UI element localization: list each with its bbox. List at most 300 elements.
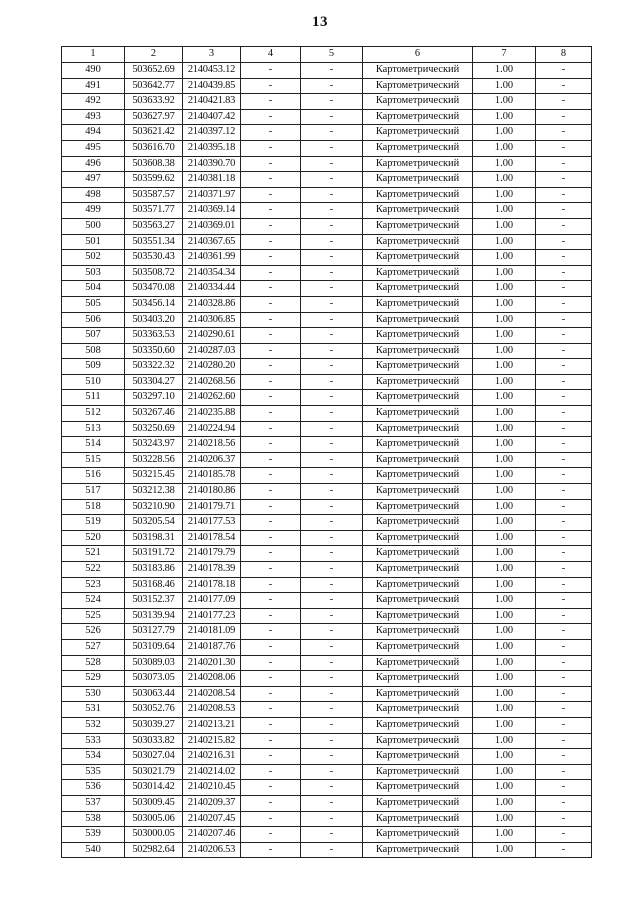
header-cell-2: 2 (125, 47, 183, 63)
cell-col-4: - (241, 811, 301, 827)
cell-accuracy: 1.00 (473, 655, 536, 671)
cell-accuracy: 1.00 (473, 811, 536, 827)
table-row (62, 749, 592, 765)
cell-col-4: - (241, 655, 301, 671)
cell-x-coordinate: 503027.04 (125, 749, 183, 765)
cell-col-5: - (301, 686, 363, 702)
cell-accuracy: 1.00 (473, 203, 536, 219)
cell-y-coordinate: 2140214.02 (183, 764, 241, 780)
cell-y-coordinate: 2140180.86 (183, 484, 241, 500)
cell-accuracy: 1.00 (473, 546, 536, 562)
cell-point-number: 517 (62, 484, 125, 500)
cell-y-coordinate: 2140181.09 (183, 624, 241, 640)
cell-col-4: - (241, 296, 301, 312)
cell-point-number: 528 (62, 655, 125, 671)
cell-col-4: - (241, 733, 301, 749)
cell-col-5: - (301, 78, 363, 94)
cell-method: Картометрический (363, 639, 473, 655)
cell-point-number: 540 (62, 842, 125, 858)
cell-y-coordinate: 2140334.44 (183, 281, 241, 297)
cell-y-coordinate: 2140209.37 (183, 795, 241, 811)
cell-col-8: - (536, 702, 592, 718)
cell-accuracy: 1.00 (473, 343, 536, 359)
cell-x-coordinate: 503215.45 (125, 468, 183, 484)
cell-point-number: 490 (62, 63, 125, 79)
table-row (62, 359, 592, 375)
cell-accuracy: 1.00 (473, 671, 536, 687)
cell-accuracy: 1.00 (473, 530, 536, 546)
cell-col-5: - (301, 172, 363, 188)
cell-col-8: - (536, 764, 592, 780)
cell-point-number: 492 (62, 94, 125, 110)
cell-x-coordinate: 503563.27 (125, 218, 183, 234)
table-row (62, 655, 592, 671)
cell-x-coordinate: 503109.64 (125, 639, 183, 655)
cell-x-coordinate: 503633.92 (125, 94, 183, 110)
cell-point-number: 519 (62, 515, 125, 531)
cell-y-coordinate: 2140185.78 (183, 468, 241, 484)
cell-point-number: 526 (62, 624, 125, 640)
cell-accuracy: 1.00 (473, 842, 536, 858)
cell-y-coordinate: 2140216.31 (183, 749, 241, 765)
cell-accuracy: 1.00 (473, 780, 536, 796)
cell-accuracy: 1.00 (473, 78, 536, 94)
cell-method: Картометрический (363, 94, 473, 110)
cell-accuracy: 1.00 (473, 234, 536, 250)
cell-col-5: - (301, 608, 363, 624)
cell-col-5: - (301, 234, 363, 250)
cell-col-4: - (241, 140, 301, 156)
cell-col-4: - (241, 562, 301, 578)
cell-accuracy: 1.00 (473, 265, 536, 281)
cell-x-coordinate: 503470.08 (125, 281, 183, 297)
cell-col-5: - (301, 624, 363, 640)
cell-accuracy: 1.00 (473, 250, 536, 266)
cell-method: Картометрический (363, 359, 473, 375)
cell-point-number: 512 (62, 406, 125, 422)
cell-y-coordinate: 2140207.45 (183, 811, 241, 827)
cell-col-8: - (536, 484, 592, 500)
cell-col-4: - (241, 390, 301, 406)
cell-col-5: - (301, 733, 363, 749)
cell-x-coordinate: 503621.42 (125, 125, 183, 141)
cell-col-8: - (536, 686, 592, 702)
cell-y-coordinate: 2140201.30 (183, 655, 241, 671)
cell-col-5: - (301, 94, 363, 110)
cell-point-number: 537 (62, 795, 125, 811)
cell-point-number: 518 (62, 499, 125, 515)
cell-col-8: - (536, 312, 592, 328)
cell-point-number: 539 (62, 827, 125, 843)
cell-col-8: - (536, 359, 592, 375)
cell-x-coordinate: 502982.64 (125, 842, 183, 858)
cell-col-8: - (536, 156, 592, 172)
cell-accuracy: 1.00 (473, 281, 536, 297)
cell-method: Картометрический (363, 156, 473, 172)
cell-method: Картометрический (363, 343, 473, 359)
table-row (62, 577, 592, 593)
cell-col-5: - (301, 265, 363, 281)
cell-accuracy: 1.00 (473, 608, 536, 624)
cell-accuracy: 1.00 (473, 733, 536, 749)
cell-col-5: - (301, 406, 363, 422)
cell-x-coordinate: 503403.20 (125, 312, 183, 328)
table-row (62, 94, 592, 110)
cell-point-number: 502 (62, 250, 125, 266)
cell-col-4: - (241, 499, 301, 515)
cell-x-coordinate: 503608.38 (125, 156, 183, 172)
cell-col-8: - (536, 94, 592, 110)
cell-method: Картометрический (363, 702, 473, 718)
cell-x-coordinate: 503599.62 (125, 172, 183, 188)
cell-y-coordinate: 2140178.39 (183, 562, 241, 578)
cell-col-5: - (301, 468, 363, 484)
cell-point-number: 536 (62, 780, 125, 796)
cell-col-8: - (536, 842, 592, 858)
cell-col-4: - (241, 764, 301, 780)
cell-col-8: - (536, 125, 592, 141)
cell-accuracy: 1.00 (473, 172, 536, 188)
cell-col-5: - (301, 328, 363, 344)
cell-col-8: - (536, 63, 592, 79)
cell-accuracy: 1.00 (473, 717, 536, 733)
cell-y-coordinate: 2140178.54 (183, 530, 241, 546)
cell-col-4: - (241, 546, 301, 562)
cell-method: Картометрический (363, 686, 473, 702)
cell-y-coordinate: 2140218.56 (183, 437, 241, 453)
cell-x-coordinate: 503210.90 (125, 499, 183, 515)
cell-method: Картометрический (363, 125, 473, 141)
cell-x-coordinate: 503616.70 (125, 140, 183, 156)
cell-col-8: - (536, 749, 592, 765)
table-row (62, 546, 592, 562)
cell-col-8: - (536, 811, 592, 827)
cell-accuracy: 1.00 (473, 421, 536, 437)
cell-x-coordinate: 503508.72 (125, 265, 183, 281)
cell-col-4: - (241, 234, 301, 250)
cell-col-5: - (301, 702, 363, 718)
table-row (62, 624, 592, 640)
cell-col-4: - (241, 795, 301, 811)
header-row (62, 47, 592, 63)
cell-method: Картометрический (363, 140, 473, 156)
cell-col-5: - (301, 546, 363, 562)
cell-col-8: - (536, 374, 592, 390)
cell-col-8: - (536, 733, 592, 749)
cell-y-coordinate: 2140369.01 (183, 218, 241, 234)
cell-x-coordinate: 503587.57 (125, 187, 183, 203)
cell-point-number: 530 (62, 686, 125, 702)
cell-x-coordinate: 503350.60 (125, 343, 183, 359)
cell-col-4: - (241, 749, 301, 765)
cell-x-coordinate: 503571.77 (125, 203, 183, 219)
cell-accuracy: 1.00 (473, 140, 536, 156)
cell-y-coordinate: 2140177.09 (183, 593, 241, 609)
cell-col-5: - (301, 140, 363, 156)
cell-x-coordinate: 503642.77 (125, 78, 183, 94)
cell-accuracy: 1.00 (473, 577, 536, 593)
table-row (62, 187, 592, 203)
cell-x-coordinate: 503052.76 (125, 702, 183, 718)
cell-col-8: - (536, 406, 592, 422)
cell-y-coordinate: 2140268.56 (183, 374, 241, 390)
cell-accuracy: 1.00 (473, 593, 536, 609)
cell-method: Картометрический (363, 562, 473, 578)
table-row (62, 265, 592, 281)
cell-y-coordinate: 2140208.06 (183, 671, 241, 687)
table-row (62, 733, 592, 749)
cell-col-5: - (301, 390, 363, 406)
cell-point-number: 511 (62, 390, 125, 406)
cell-x-coordinate: 503243.97 (125, 437, 183, 453)
cell-accuracy: 1.00 (473, 156, 536, 172)
cell-col-5: - (301, 577, 363, 593)
cell-point-number: 505 (62, 296, 125, 312)
cell-col-8: - (536, 671, 592, 687)
cell-method: Картометрический (363, 203, 473, 219)
cell-point-number: 507 (62, 328, 125, 344)
cell-y-coordinate: 2140187.76 (183, 639, 241, 655)
cell-y-coordinate: 2140369.14 (183, 203, 241, 219)
cell-method: Картометрический (363, 265, 473, 281)
cell-method: Картометрический (363, 671, 473, 687)
table-row (62, 780, 592, 796)
cell-col-5: - (301, 811, 363, 827)
cell-col-5: - (301, 484, 363, 500)
cell-col-5: - (301, 156, 363, 172)
cell-col-8: - (536, 328, 592, 344)
cell-point-number: 497 (62, 172, 125, 188)
coordinates-table (61, 46, 592, 858)
table-row (62, 374, 592, 390)
cell-x-coordinate: 503014.42 (125, 780, 183, 796)
table-row (62, 515, 592, 531)
cell-y-coordinate: 2140207.46 (183, 827, 241, 843)
cell-col-4: - (241, 374, 301, 390)
cell-col-5: - (301, 749, 363, 765)
cell-point-number: 524 (62, 593, 125, 609)
table-row (62, 484, 592, 500)
cell-col-4: - (241, 717, 301, 733)
table-row (62, 156, 592, 172)
cell-method: Картометрический (363, 655, 473, 671)
table-row (62, 639, 592, 655)
cell-y-coordinate: 2140395.18 (183, 140, 241, 156)
table-row (62, 296, 592, 312)
table-row (62, 250, 592, 266)
cell-col-4: - (241, 281, 301, 297)
table-row (62, 795, 592, 811)
table-row (62, 312, 592, 328)
cell-y-coordinate: 2140280.20 (183, 359, 241, 375)
cell-y-coordinate: 2140361.99 (183, 250, 241, 266)
table-row (62, 172, 592, 188)
table-row (62, 530, 592, 546)
cell-point-number: 521 (62, 546, 125, 562)
cell-accuracy: 1.00 (473, 795, 536, 811)
table-row (62, 328, 592, 344)
cell-col-8: - (536, 608, 592, 624)
cell-col-8: - (536, 530, 592, 546)
table-row (62, 234, 592, 250)
cell-col-8: - (536, 624, 592, 640)
cell-point-number: 513 (62, 421, 125, 437)
cell-x-coordinate: 503009.45 (125, 795, 183, 811)
cell-col-5: - (301, 125, 363, 141)
cell-method: Картометрический (363, 484, 473, 500)
cell-point-number: 535 (62, 764, 125, 780)
cell-col-5: - (301, 421, 363, 437)
cell-point-number: 531 (62, 702, 125, 718)
cell-col-4: - (241, 484, 301, 500)
cell-col-4: - (241, 639, 301, 655)
cell-col-5: - (301, 593, 363, 609)
cell-x-coordinate: 503627.97 (125, 109, 183, 125)
cell-col-5: - (301, 639, 363, 655)
cell-y-coordinate: 2140177.53 (183, 515, 241, 531)
header-cell-8: 8 (536, 47, 592, 63)
cell-x-coordinate: 503267.46 (125, 406, 183, 422)
table-row (62, 671, 592, 687)
cell-point-number: 496 (62, 156, 125, 172)
cell-accuracy: 1.00 (473, 515, 536, 531)
table-row (62, 281, 592, 297)
cell-method: Картометрический (363, 842, 473, 858)
cell-accuracy: 1.00 (473, 764, 536, 780)
cell-y-coordinate: 2140215.82 (183, 733, 241, 749)
cell-point-number: 515 (62, 452, 125, 468)
cell-col-4: - (241, 530, 301, 546)
cell-accuracy: 1.00 (473, 437, 536, 453)
cell-x-coordinate: 503127.79 (125, 624, 183, 640)
cell-y-coordinate: 2140397.12 (183, 125, 241, 141)
header-cell-4: 4 (241, 47, 301, 63)
cell-col-8: - (536, 639, 592, 655)
cell-point-number: 501 (62, 234, 125, 250)
table-row (62, 608, 592, 624)
cell-accuracy: 1.00 (473, 187, 536, 203)
cell-col-4: - (241, 827, 301, 843)
cell-col-8: - (536, 281, 592, 297)
cell-method: Картометрический (363, 218, 473, 234)
cell-point-number: 506 (62, 312, 125, 328)
cell-accuracy: 1.00 (473, 827, 536, 843)
cell-col-4: - (241, 593, 301, 609)
cell-y-coordinate: 2140177.23 (183, 608, 241, 624)
cell-col-8: - (536, 265, 592, 281)
cell-accuracy: 1.00 (473, 94, 536, 110)
cell-col-5: - (301, 203, 363, 219)
cell-accuracy: 1.00 (473, 406, 536, 422)
table-row (62, 63, 592, 79)
cell-x-coordinate: 503304.27 (125, 374, 183, 390)
cell-col-4: - (241, 452, 301, 468)
cell-y-coordinate: 2140381.18 (183, 172, 241, 188)
cell-x-coordinate: 503183.86 (125, 562, 183, 578)
cell-y-coordinate: 2140210.45 (183, 780, 241, 796)
cell-col-8: - (536, 452, 592, 468)
cell-col-4: - (241, 343, 301, 359)
cell-y-coordinate: 2140213.21 (183, 717, 241, 733)
cell-method: Картометрический (363, 281, 473, 297)
cell-point-number: 529 (62, 671, 125, 687)
cell-method: Картометрический (363, 312, 473, 328)
cell-col-4: - (241, 468, 301, 484)
cell-col-8: - (536, 250, 592, 266)
cell-method: Картометрический (363, 390, 473, 406)
table-row (62, 125, 592, 141)
cell-method: Картометрический (363, 546, 473, 562)
table-row (62, 203, 592, 219)
cell-method: Картометрический (363, 515, 473, 531)
cell-col-4: - (241, 406, 301, 422)
cell-method: Картометрический (363, 374, 473, 390)
cell-col-4: - (241, 686, 301, 702)
cell-col-5: - (301, 374, 363, 390)
table-row (62, 343, 592, 359)
cell-x-coordinate: 503000.05 (125, 827, 183, 843)
cell-col-8: - (536, 78, 592, 94)
cell-method: Картометрический (363, 172, 473, 188)
cell-col-8: - (536, 717, 592, 733)
table-row (62, 78, 592, 94)
cell-accuracy: 1.00 (473, 562, 536, 578)
cell-method: Картометрический (363, 780, 473, 796)
cell-method: Картометрический (363, 109, 473, 125)
cell-point-number: 525 (62, 608, 125, 624)
cell-col-8: - (536, 593, 592, 609)
cell-col-4: - (241, 63, 301, 79)
cell-y-coordinate: 2140179.71 (183, 499, 241, 515)
cell-point-number: 503 (62, 265, 125, 281)
cell-col-5: - (301, 515, 363, 531)
cell-x-coordinate: 503005.06 (125, 811, 183, 827)
cell-point-number: 522 (62, 562, 125, 578)
cell-method: Картометрический (363, 452, 473, 468)
cell-y-coordinate: 2140407.42 (183, 109, 241, 125)
cell-col-5: - (301, 109, 363, 125)
cell-col-4: - (241, 218, 301, 234)
cell-y-coordinate: 2140367.65 (183, 234, 241, 250)
cell-method: Картометрический (363, 749, 473, 765)
cell-col-5: - (301, 671, 363, 687)
cell-col-4: - (241, 265, 301, 281)
cell-point-number: 514 (62, 437, 125, 453)
cell-col-5: - (301, 717, 363, 733)
cell-col-5: - (301, 296, 363, 312)
table-row (62, 499, 592, 515)
cell-method: Картометрический (363, 499, 473, 515)
cell-point-number: 500 (62, 218, 125, 234)
cell-y-coordinate: 2140354.34 (183, 265, 241, 281)
cell-col-4: - (241, 172, 301, 188)
cell-col-5: - (301, 250, 363, 266)
table-row (62, 593, 592, 609)
cell-x-coordinate: 503168.46 (125, 577, 183, 593)
cell-x-coordinate: 503456.14 (125, 296, 183, 312)
cell-col-4: - (241, 78, 301, 94)
cell-accuracy: 1.00 (473, 624, 536, 640)
header-cell-7: 7 (473, 47, 536, 63)
table-row (62, 764, 592, 780)
cell-point-number: 491 (62, 78, 125, 94)
cell-col-4: - (241, 624, 301, 640)
cell-point-number: 534 (62, 749, 125, 765)
cell-col-8: - (536, 421, 592, 437)
cell-col-5: - (301, 63, 363, 79)
table-row (62, 827, 592, 843)
cell-x-coordinate: 503530.43 (125, 250, 183, 266)
